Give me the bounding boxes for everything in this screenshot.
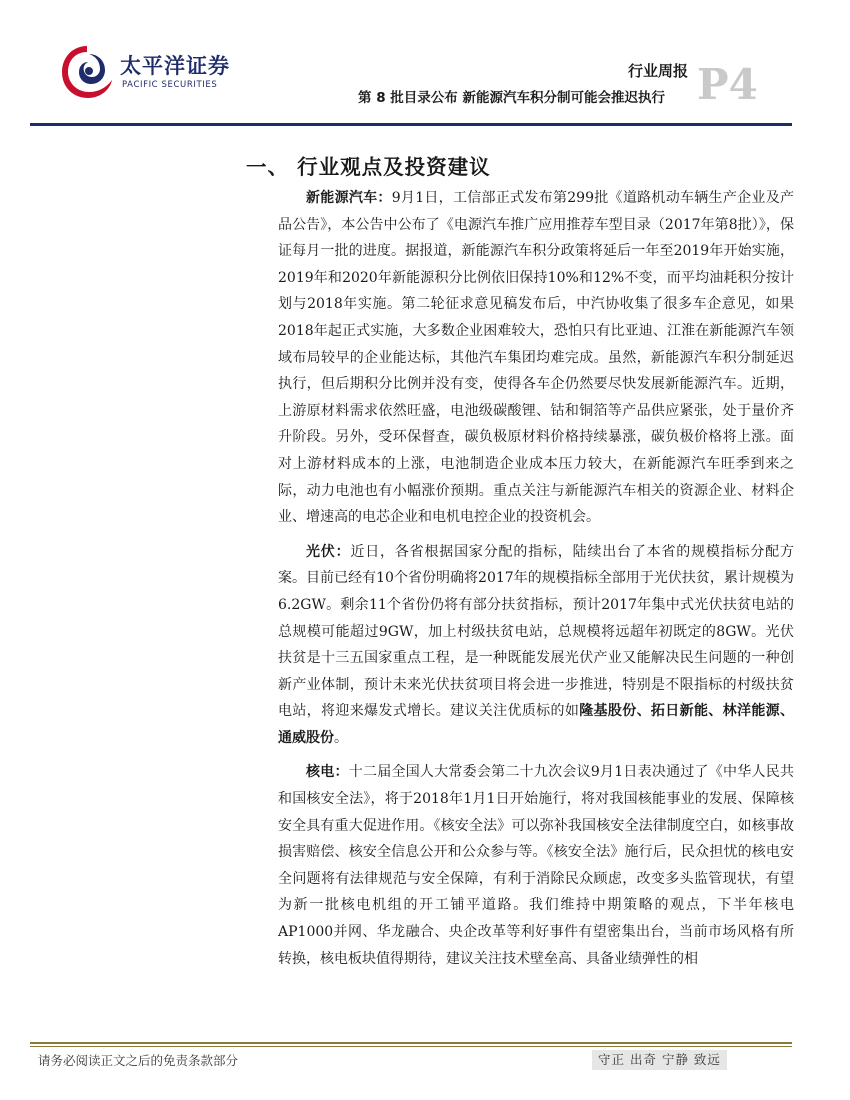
paragraph-text-nev: 9月1日，工信部正式发布第299批《道路机动车辆生产企业及产品公告》，本公告中公布了《电源汽车推广应用推荐车型目录（2017年第8批）》，保证每月一批的进度。据报道，新能源汽车积分政策将延后一年至2019年开始实施，2019年和2020年新能源积分比例依旧保持10%和12%不变，而平均油耗积分按计划与2018年实施。第二轮征求意见稿发布后，中汽协收集了很多车企意见，如果2018年起正式实施，大多数企业困难较大，恐怕只有比亚迪、江淮在新能源汽车领域布局较早的企业能达标，其他汽车集团均难完成。虽然，新能源汽车积分制延迟执行，但后期积分比例并没有变，使得各车企仍然要尽快发展新能源汽车。近期，上游原材料需求依然旺盛，电池级碳酸锂、钴和铜箔等产品供应紧张，处于量价齐升阶段。另外，受环保督查，碳负极原材料价格持续暴涨，碳负极价格将上涨。面对上游材料成本的上涨，电池制造企业成本压力较大，在新能源汽车旺季到来之际，动力电池也有小幅涨价预期。重点关注与新能源汽车相关的资源企业、材料企业、增速高的电芯企业和电机电控企业的投资机会。 <box>278 190 794 526</box>
report-title: 第 8 批目录公布 新能源汽车积分制可能会推迟执行 <box>358 90 665 106</box>
paragraph-nuclear <box>278 759 794 972</box>
page-number: P4 <box>697 60 758 109</box>
main-content <box>278 185 794 980</box>
footer-disclaimer: 请务必阅读正文之后的免责条款部分 <box>38 1053 239 1068</box>
paragraph-pv <box>278 539 794 752</box>
paragraph-nev <box>278 185 794 531</box>
paragraph-end-pv: 。 <box>334 729 348 746</box>
pacific-securities-logo-icon <box>58 42 116 102</box>
paragraph-lead-pv: 光伏： <box>306 543 351 560</box>
paragraph-lead-nev: 新能源汽车： <box>306 190 392 206</box>
paragraph-text-nuclear: 十二届全国人大常委会第二十九次会议9月1日表决通过了《中华人民共和国核安全法》，将于2018年1月1日开始施行，将对我国核能事业的发展、保障核安全具有重大促进作用。《核安全法》可以弥补我国核安全法律制度空白，如核事故损害赔偿、核安全信息公开和公众参与等。《核安全法》施行后，民众担忧的核电安全问题将有法律规范与安全保障，有利于消除民众顾虑，改变多头监管现状，有望为新一批核电机组的开工铺平道路。我们维持中期策略的观点，下半年核电AP1000并网、华龙融合、央企改革等利好事件有望密集出台，当前市场风格有所转换，核电板块值得期待，建议关注技术壁垒高、具备业绩弹性的相 <box>278 764 794 967</box>
company-motto: 守正 出奇 宁静 致远 <box>592 1050 727 1070</box>
footer-divider <box>30 1042 792 1044</box>
header-divider <box>30 123 792 126</box>
footer-divider-thin <box>30 1046 792 1047</box>
section-title: 一、 行业观点及投资建议 <box>246 155 491 179</box>
logo-chinese-name: 太平洋证券 <box>120 54 230 78</box>
logo-english-name: PACIFIC SECURITIES <box>122 80 218 90</box>
recommended-stocks-pv: 隆基股份、拓日新能、林洋能源、通威股份 <box>278 703 795 746</box>
report-type: 行业周报 <box>628 62 689 80</box>
paragraph-lead-nuclear: 核电： <box>306 764 349 781</box>
company-logo <box>58 42 238 102</box>
paragraph-text-pv: 近日，各省根据国家分配的指标，陆续出台了本省的规模指标分配方案。目前已经有10个省份明确将2017年的规模指标全部用于光伏扶贫，累计规模为6.2GW。剩余11个省份仍将有部分扶贫指标，预计2017年集中式光伏扶贫电站的总规模可能超过9GW，加上村级扶贫电站，总规模将远超年初既定的8GW。光伏扶贫是十三五国家重点工程，是一种既能发展光伏产业又能解决民生问题的一种创新产业体制，预计未来光伏扶贫项目将会进一步推进，特别是不限指标的村级扶贫电站，将迎来爆发式增长。建议关注优质标的如 <box>278 543 794 720</box>
